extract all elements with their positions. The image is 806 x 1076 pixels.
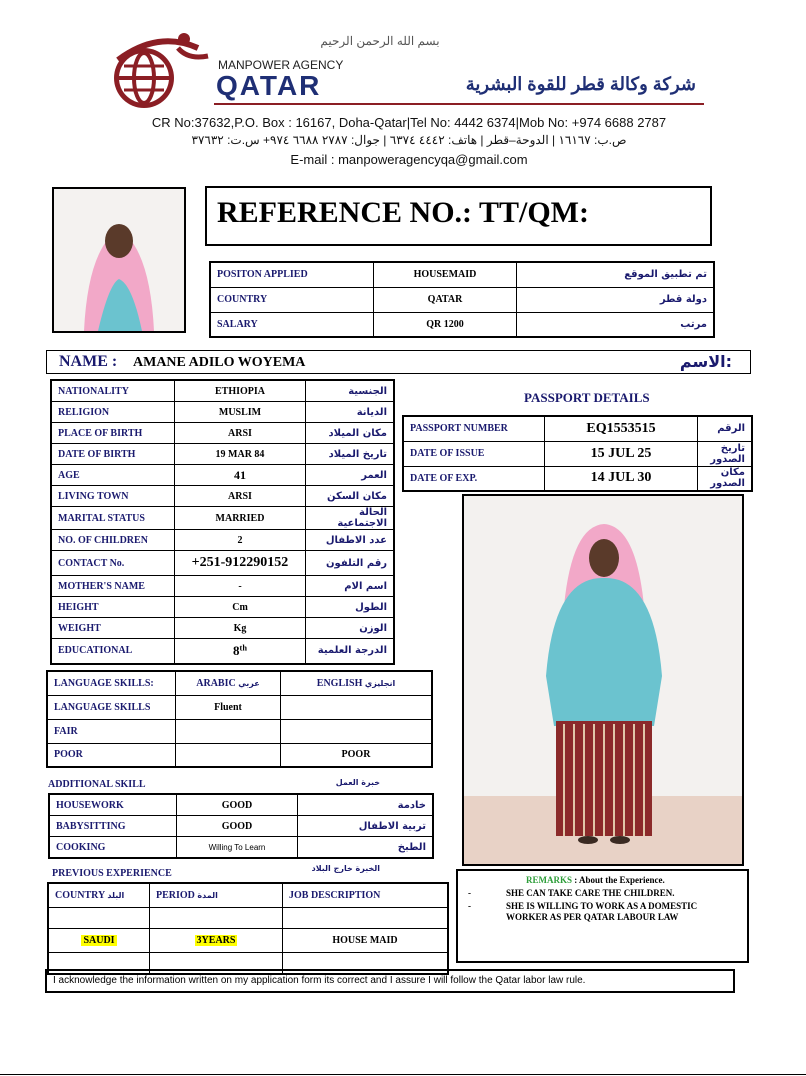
period-header-ar: المدة [197,890,218,900]
table-row [47,671,432,695]
personal-label: AGE [51,465,175,486]
country-header-en: COUNTRY [55,889,105,901]
language-arabic-level [176,719,281,743]
personal-label: NATIONALITY [51,380,175,402]
language-row-label: POOR [47,743,176,767]
issue-date-label: DATE OF ISSUE [403,441,545,466]
personal-details-table [50,379,395,665]
name-value: AMANE ADILO WOYEMA [133,355,306,370]
personal-arabic: الحالة الاجتماعية [306,507,395,530]
experience-title-arabic: الخبرة خارج البلاد [311,864,380,873]
experience-country-cell [48,928,150,952]
personal-arabic: الدرجة العلمية [306,639,395,664]
personal-label: PLACE OF BIRTH [51,423,175,444]
agency-arabic-title: شركة وكالة قطر للقوة البشرية [465,74,696,94]
skill-label: COOKING [49,837,177,859]
table-row [48,883,448,907]
table-row [210,312,714,337]
additional-skill-arabic: خبرة العمل [335,778,380,787]
remarks-heading [526,875,665,885]
arabic-header [176,671,281,695]
contact-arabic: ص.ب: ١٦١٦٧ | الدوحة–قطر | هاتف: ٤٤٤٢ ٦٣٧٤ | جوال: ٢٧٨٧ ٦٦٨٨ ٩٧٤+ س.ت: ٣٧٦٣٢ [191,133,627,147]
personal-arabic: الجنسية [306,380,395,402]
expiry-date-label: DATE OF EXP. [403,466,545,491]
experience-period-cell [150,928,283,952]
full-body-figure-icon [464,496,742,864]
language-row-label: LANGUAGE SKILLS [47,695,176,719]
passport-number-value: EQ1553515 [545,416,698,441]
experience-table [47,882,449,975]
header-underline [214,103,704,105]
skill-arabic: الطبخ [298,837,434,859]
full-body-photo [462,494,744,866]
table-row [403,441,752,466]
personal-label: LIVING TOWN [51,486,175,507]
passport-title: PASSPORT DETAILS [524,390,650,405]
table-row [47,719,432,743]
language-row-label: FAIR [47,719,176,743]
bullet-dash: - [468,888,471,898]
personal-value: ETHIOPIA [175,380,306,402]
country-value: QATAR [374,287,517,312]
position-table [209,261,715,338]
country-arabic: دولة قطر [517,287,715,312]
personal-label: MARITAL STATUS [51,507,175,530]
country-header-ar: البلد [107,890,125,900]
personal-arabic: مكان السكن [306,486,395,507]
language-english-level: POOR [281,743,433,767]
english-header-ar: انجليزي [364,678,396,688]
remarks-item [468,888,738,898]
table-row [49,816,433,837]
experience-job: HOUSE MAID [283,928,449,952]
table-row [51,423,394,444]
table-row [403,416,752,441]
name-arabic: الاسم: [679,352,732,371]
skill-arabic: خادمة [298,794,434,816]
issue-date-value: 15 JUL 25 [545,441,698,466]
table-row [51,507,394,530]
personal-value: +251-912290152 [175,551,306,576]
personal-value: MARRIED [175,507,306,530]
period-header-en: PERIOD [156,889,195,901]
additional-skill-title: ADDITIONAL SKILL [48,779,146,790]
passport-number-label: PASSPORT NUMBER [403,416,545,441]
experience-title: PREVIOUS EXPERIENCE [52,868,172,879]
personal-label: RELIGION [51,402,175,423]
language-header: LANGUAGE SKILLS: [47,671,176,695]
table-row [210,262,714,287]
salary-value: QR 1200 [374,312,517,337]
country-label: COUNTRY [210,287,374,312]
name-label: NAME : [59,353,118,370]
salary-label: SALARY [210,312,374,337]
language-table [46,670,433,768]
remarks-title: REMARKS [526,875,573,885]
position-label: POSITON APPLIED [210,262,374,287]
table-row [51,597,394,618]
personal-value [175,639,306,664]
personal-value: ARSI [175,423,306,444]
contact-english: CR No:37632,P.O. Box : 16167, Doha-Qatar|Tel No: 4442 6374|Mob No: +974 6688 2787 [151,115,667,130]
bullet-dash: - [468,901,471,911]
additional-skill-table [48,793,434,859]
period-header [150,883,283,907]
skill-label: HOUSEWORK [49,794,177,816]
personal-value: Cm [175,597,306,618]
table-row [47,743,432,767]
position-value: HOUSEMAID [374,262,517,287]
table-row [403,466,752,491]
table-row [51,551,394,576]
remarks-item-text: SHE IS WILLING TO WORK AS A DOMESTIC WORKER AS PER QATAR LABOUR LAW [506,901,698,922]
portrait-figure-icon [54,189,184,331]
table-row [51,402,394,423]
personal-label: DATE OF BIRTH [51,444,175,465]
personal-arabic: مكان الميلاد [306,423,395,444]
table-row [51,576,394,597]
personal-label: CONTACT No. [51,551,175,576]
table-row [47,695,432,719]
passport-table [402,415,753,492]
issue-date-arabic: تاريخ الصدور [698,441,753,466]
agency-big-title: QATAR [216,70,322,101]
personal-arabic: اسم الام [306,576,395,597]
arabic-header-ar: عربي [238,678,260,688]
letterhead [0,0,806,175]
table-row [51,465,394,486]
personal-value: - [175,576,306,597]
personal-arabic: رقم التلفون [306,551,395,576]
language-arabic-level: Fluent [176,695,281,719]
table-row [51,486,394,507]
personal-label: MOTHER'S NAME [51,576,175,597]
skill-value: GOOD [177,794,298,816]
contact-email: E-mail : manpoweragencyqa@gmail.com [290,152,528,167]
personal-value: 2 [175,530,306,551]
personal-arabic: تاريخ الميلاد [306,444,395,465]
personal-arabic: الوزن [306,618,395,639]
english-header [281,671,433,695]
table-row [49,837,433,859]
page-bottom-rule [0,1074,806,1075]
table-row [48,928,448,952]
personal-value: MUSLIM [175,402,306,423]
position-arabic: تم تطبيق الموقع [517,262,715,287]
portrait-photo [52,187,186,333]
arabic-header-en: ARABIC [196,677,236,689]
education-suffix: th [239,643,247,653]
remarks-subtitle: : About the Experience. [574,875,665,885]
remarks-box [456,869,749,963]
country-header [48,883,150,907]
personal-label: WEIGHT [51,618,175,639]
table-row [51,618,394,639]
personal-label: HEIGHT [51,597,175,618]
reference-box [205,186,712,246]
language-english-level [281,719,433,743]
table-row [49,794,433,816]
job-description-header: JOB DESCRIPTION [283,883,449,907]
table-row [51,380,394,402]
personal-label: EDUCATIONAL [51,639,175,664]
personal-arabic: الطول [306,597,395,618]
expiry-date-value: 14 JUL 30 [545,466,698,491]
language-arabic-level [176,743,281,767]
personal-arabic: العمر [306,465,395,486]
basmala: بسم الله الرحمن الرحيم [320,34,440,48]
education-level: 8 [233,642,240,658]
passport-number-arabic: الرقم [698,416,753,441]
personal-value: Kg [175,618,306,639]
skill-arabic: تربية الاطفال [298,816,434,837]
globe-logo-icon [98,30,218,110]
personal-value: ARSI [175,486,306,507]
reference-number: REFERENCE NO.: TT/QM: [217,196,589,229]
table-row [51,530,394,551]
acknowledgement-box [45,969,735,993]
remarks-item [468,901,738,923]
skill-value: Willing To Learn [177,837,298,859]
language-english-level [281,695,433,719]
skill-label: BABYSITTING [49,816,177,837]
table-row [48,907,448,928]
expiry-date-arabic: مكان الصدور [698,466,753,491]
table-row [51,444,394,465]
english-header-en: ENGLISH [316,677,363,689]
acknowledgement-text: I acknowledge the information written on my application form its correct and I assure I will follow the Qatar labor law rule. [53,975,586,986]
experience-period: 3YEARS [196,934,236,946]
personal-value: 41 [175,465,306,486]
personal-arabic: عدد الاطفال [306,530,395,551]
table-row [51,639,394,664]
agency-small-title: MANPOWER AGENCY [218,58,344,72]
experience-country: SAUDI [83,934,115,946]
salary-arabic: مرتب [517,312,715,337]
name-bar [46,350,751,374]
table-row [210,287,714,312]
skill-value: GOOD [177,816,298,837]
personal-label: NO. OF CHILDREN [51,530,175,551]
personal-arabic: الديانة [306,402,395,423]
personal-value: 19 MAR 84 [175,444,306,465]
remarks-item-text: SHE CAN TAKE CARE THE CHILDREN. [506,888,675,898]
